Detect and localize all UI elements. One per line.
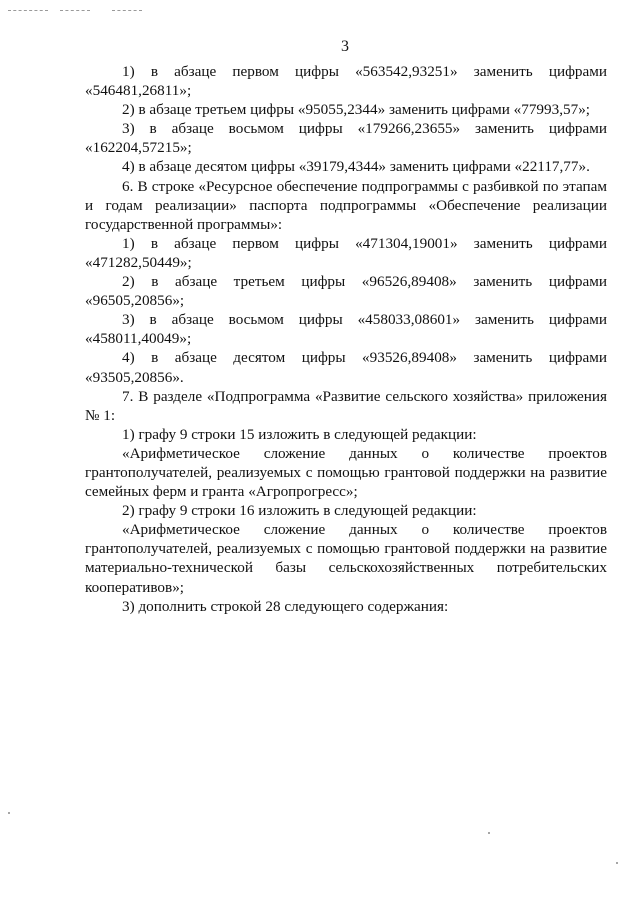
paragraph: 1) в абзаце первом цифры «471304,19001» заменить цифрами «471282,50449»;: [85, 234, 607, 271]
paragraph: 1) графу 9 строки 15 изложить в следующей редакции:: [122, 425, 477, 443]
scan-speck: [616, 862, 618, 864]
paragraph: 7. В разделе «Подпрограмма «Развитие сельского хозяйства» приложения № 1:: [85, 387, 607, 424]
paragraph: 4) в абзаце десятом цифры «39179,4344» заменить цифрами «22117,77».: [122, 158, 590, 176]
paragraph: 2) в абзаце третьем цифры «95055,2344» заменить цифрами «77993,57»;: [122, 101, 591, 119]
paragraph: 1) в абзаце первом цифры «563542,93251» заменить цифрами «546481,26811»;: [85, 63, 607, 100]
page-number: 3: [341, 38, 349, 55]
scan-artifact: [8, 10, 48, 11]
paragraph: 3) в абзаце восьмом цифры «458033,08601» заменить цифрами «458011,40049»;: [85, 311, 607, 348]
scan-artifact: [112, 10, 142, 11]
paragraph: «Арифметическое сложение данных о количестве проектов грантополучателей, реализуемых с помощью грантовой поддержки на развитие семейных ферм и гранта «Агропрогресс»;: [85, 444, 607, 501]
paragraph: 3) дополнить строкой 28 следующего содержания:: [122, 597, 449, 615]
scan-artifact: [60, 10, 90, 11]
paragraph: «Арифметическое сложение данных о количестве проектов грантополучателей, реализуемых с помощью грантовой поддержки на развитие материально-технической базы сельскохозяйственных потребительских кооперативов»;: [85, 521, 607, 596]
scan-speck: [8, 812, 10, 814]
document-body: [85, 62, 607, 616]
paragraph: 3) в абзаце восьмом цифры «179266,23655» заменить цифрами «162204,57215»;: [85, 120, 607, 157]
paragraph: 4) в абзаце десятом цифры «93526,89408» заменить цифрами «93505,20856».: [85, 349, 607, 386]
paragraph: 2) в абзаце третьем цифры «96526,89408» заменить цифрами «96505,20856»;: [85, 273, 607, 310]
paragraph: 2) графу 9 строки 16 изложить в следующей редакции:: [122, 502, 477, 520]
scan-speck: [488, 832, 490, 834]
paragraph: 6. В строке «Ресурсное обеспечение подпрограммы с разбивкой по этапам и годам реализации» паспорта подпрограммы «Обеспечение реализации государственной программы»:: [85, 177, 607, 233]
